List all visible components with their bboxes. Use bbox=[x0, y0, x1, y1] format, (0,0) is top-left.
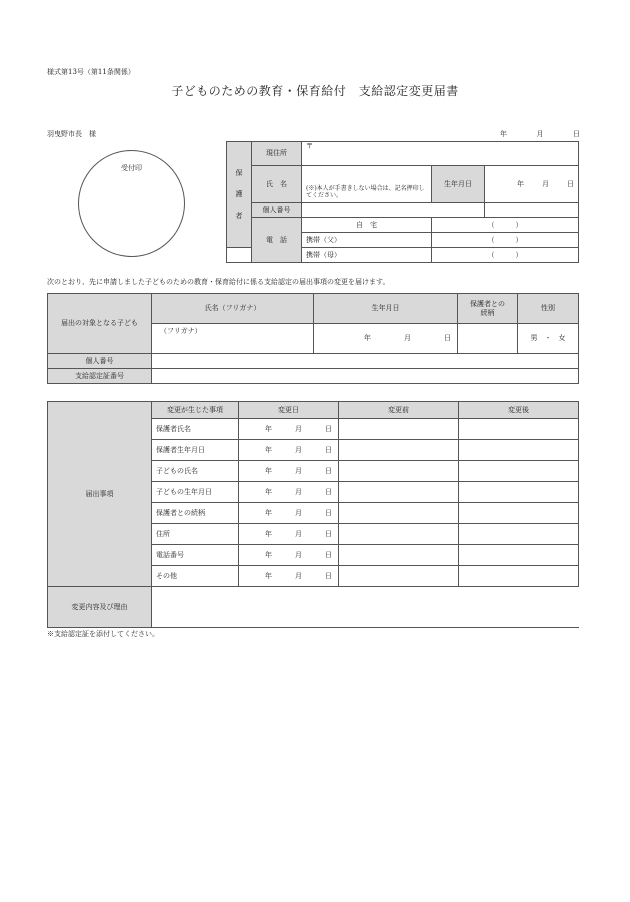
phone-home-label: 自 宅 bbox=[302, 218, 432, 233]
form-number: 様式第13号（第11条関係） bbox=[47, 68, 135, 76]
child-target-label: 届出の対象となる子ども bbox=[48, 294, 152, 354]
guardian-personal-number-label: 個人番号 bbox=[252, 203, 302, 218]
change-after-field[interactable] bbox=[459, 566, 579, 587]
header-before: 変更前 bbox=[339, 402, 459, 419]
child-relation-field[interactable] bbox=[458, 324, 518, 354]
child-gender-options[interactable]: 男 ・ 女 bbox=[518, 324, 579, 354]
change-after-field[interactable] bbox=[459, 482, 579, 503]
phone-home-field[interactable]: （ ） bbox=[432, 218, 579, 233]
child-birth-header: 生年月日 bbox=[314, 294, 458, 324]
change-item-label: 子どもの生年月日 bbox=[152, 482, 239, 503]
change-before-field[interactable] bbox=[339, 440, 459, 461]
child-personal-number-label: 個人番号 bbox=[48, 354, 152, 369]
reception-stamp-area bbox=[78, 150, 185, 257]
header-item: 変更が生じた事項 bbox=[152, 402, 239, 419]
reason-field[interactable] bbox=[152, 587, 579, 628]
child-personal-number-field[interactable] bbox=[152, 354, 579, 369]
change-before-field[interactable] bbox=[339, 566, 459, 587]
address-field[interactable] bbox=[302, 142, 579, 166]
change-after-field[interactable] bbox=[459, 545, 579, 566]
change-item-label: 保護者生年月日 bbox=[152, 440, 239, 461]
guardian-table bbox=[226, 141, 579, 263]
change-item-label: 住所 bbox=[152, 524, 239, 545]
name-label: 氏 名 bbox=[252, 166, 302, 203]
change-date-field[interactable]: 年 月 日 bbox=[239, 440, 339, 461]
change-before-field[interactable] bbox=[339, 503, 459, 524]
footnote: ※支給認定証を添付してください。 bbox=[47, 630, 159, 638]
furigana-label: （フリガナ） bbox=[160, 327, 202, 335]
change-after-field[interactable] bbox=[459, 419, 579, 440]
child-gender-header: 性別 bbox=[518, 294, 579, 324]
child-name-field[interactable] bbox=[152, 324, 314, 354]
child-table bbox=[47, 293, 579, 384]
change-item-label: 保護者氏名 bbox=[152, 419, 239, 440]
page-title: 子どものための教育・保育給付 支給認定変更届書 bbox=[171, 84, 459, 98]
change-after-field[interactable] bbox=[459, 461, 579, 482]
stamp-label: 受付印 bbox=[121, 164, 142, 172]
change-before-field[interactable] bbox=[339, 419, 459, 440]
guardian-side-label: 保 護 者 bbox=[227, 142, 252, 248]
guardian-birth-label: 生年月日 bbox=[432, 166, 485, 203]
change-after-field[interactable] bbox=[459, 503, 579, 524]
change-date-field[interactable]: 年 月 日 bbox=[239, 419, 339, 440]
cert-number-field[interactable] bbox=[152, 369, 579, 384]
cert-number-label: 支給認定証番号 bbox=[48, 369, 152, 384]
phone-father-label: 携帯（父） bbox=[302, 233, 432, 248]
change-item-label: 保護者との続柄 bbox=[152, 503, 239, 524]
change-before-field[interactable] bbox=[339, 524, 459, 545]
addressee: 羽曳野市長 様 bbox=[47, 130, 96, 138]
address-label: 現住所 bbox=[252, 142, 302, 166]
change-date-field[interactable]: 年 月 日 bbox=[239, 461, 339, 482]
change-before-field[interactable] bbox=[339, 545, 459, 566]
phone-mother-field[interactable]: （ ） bbox=[432, 248, 579, 263]
changes-section-label: 届出事項 bbox=[48, 402, 152, 587]
changes-table bbox=[47, 401, 579, 628]
postal-mark: 〒 bbox=[306, 142, 313, 150]
change-date-field[interactable]: 年 月 日 bbox=[239, 545, 339, 566]
change-date-field[interactable]: 年 月 日 bbox=[239, 524, 339, 545]
change-item-label: その他 bbox=[152, 566, 239, 587]
header-date: 変更日 bbox=[239, 402, 339, 419]
change-after-field[interactable] bbox=[459, 440, 579, 461]
header-after: 変更後 bbox=[459, 402, 579, 419]
change-item-label: 電話番号 bbox=[152, 545, 239, 566]
change-before-field[interactable] bbox=[339, 482, 459, 503]
guardian-personal-number-field[interactable] bbox=[302, 203, 485, 218]
change-before-field[interactable] bbox=[339, 461, 459, 482]
change-date-field[interactable]: 年 月 日 bbox=[239, 566, 339, 587]
name-note: (※)本人が手書きしない場合は、記名押印してください。 bbox=[306, 184, 425, 199]
guardian-name-field[interactable] bbox=[302, 166, 432, 203]
statement: 次のとおり、先に申請しました子どものための教育・保育給付に係る支給認定の届出事項の変更を届けます。 bbox=[47, 278, 390, 286]
reason-label: 変更内容及び理由 bbox=[48, 587, 152, 628]
change-after-field[interactable] bbox=[459, 524, 579, 545]
child-relation-header: 保護者との続柄 bbox=[458, 294, 518, 324]
guardian-birth-field[interactable]: 年 月 日 bbox=[485, 166, 579, 203]
change-date-field[interactable]: 年 月 日 bbox=[239, 503, 339, 524]
phone-mother-label: 携帯（母） bbox=[302, 248, 432, 263]
child-birth-field[interactable]: 年 月 日 bbox=[314, 324, 458, 354]
submission-date: 年 月 日 bbox=[500, 130, 580, 138]
change-item-label: 子どもの氏名 bbox=[152, 461, 239, 482]
child-name-header: 氏名（フリガナ） bbox=[152, 294, 314, 324]
phone-label: 電 話 bbox=[252, 218, 302, 263]
change-date-field[interactable]: 年 月 日 bbox=[239, 482, 339, 503]
phone-father-field[interactable]: （ ） bbox=[432, 233, 579, 248]
